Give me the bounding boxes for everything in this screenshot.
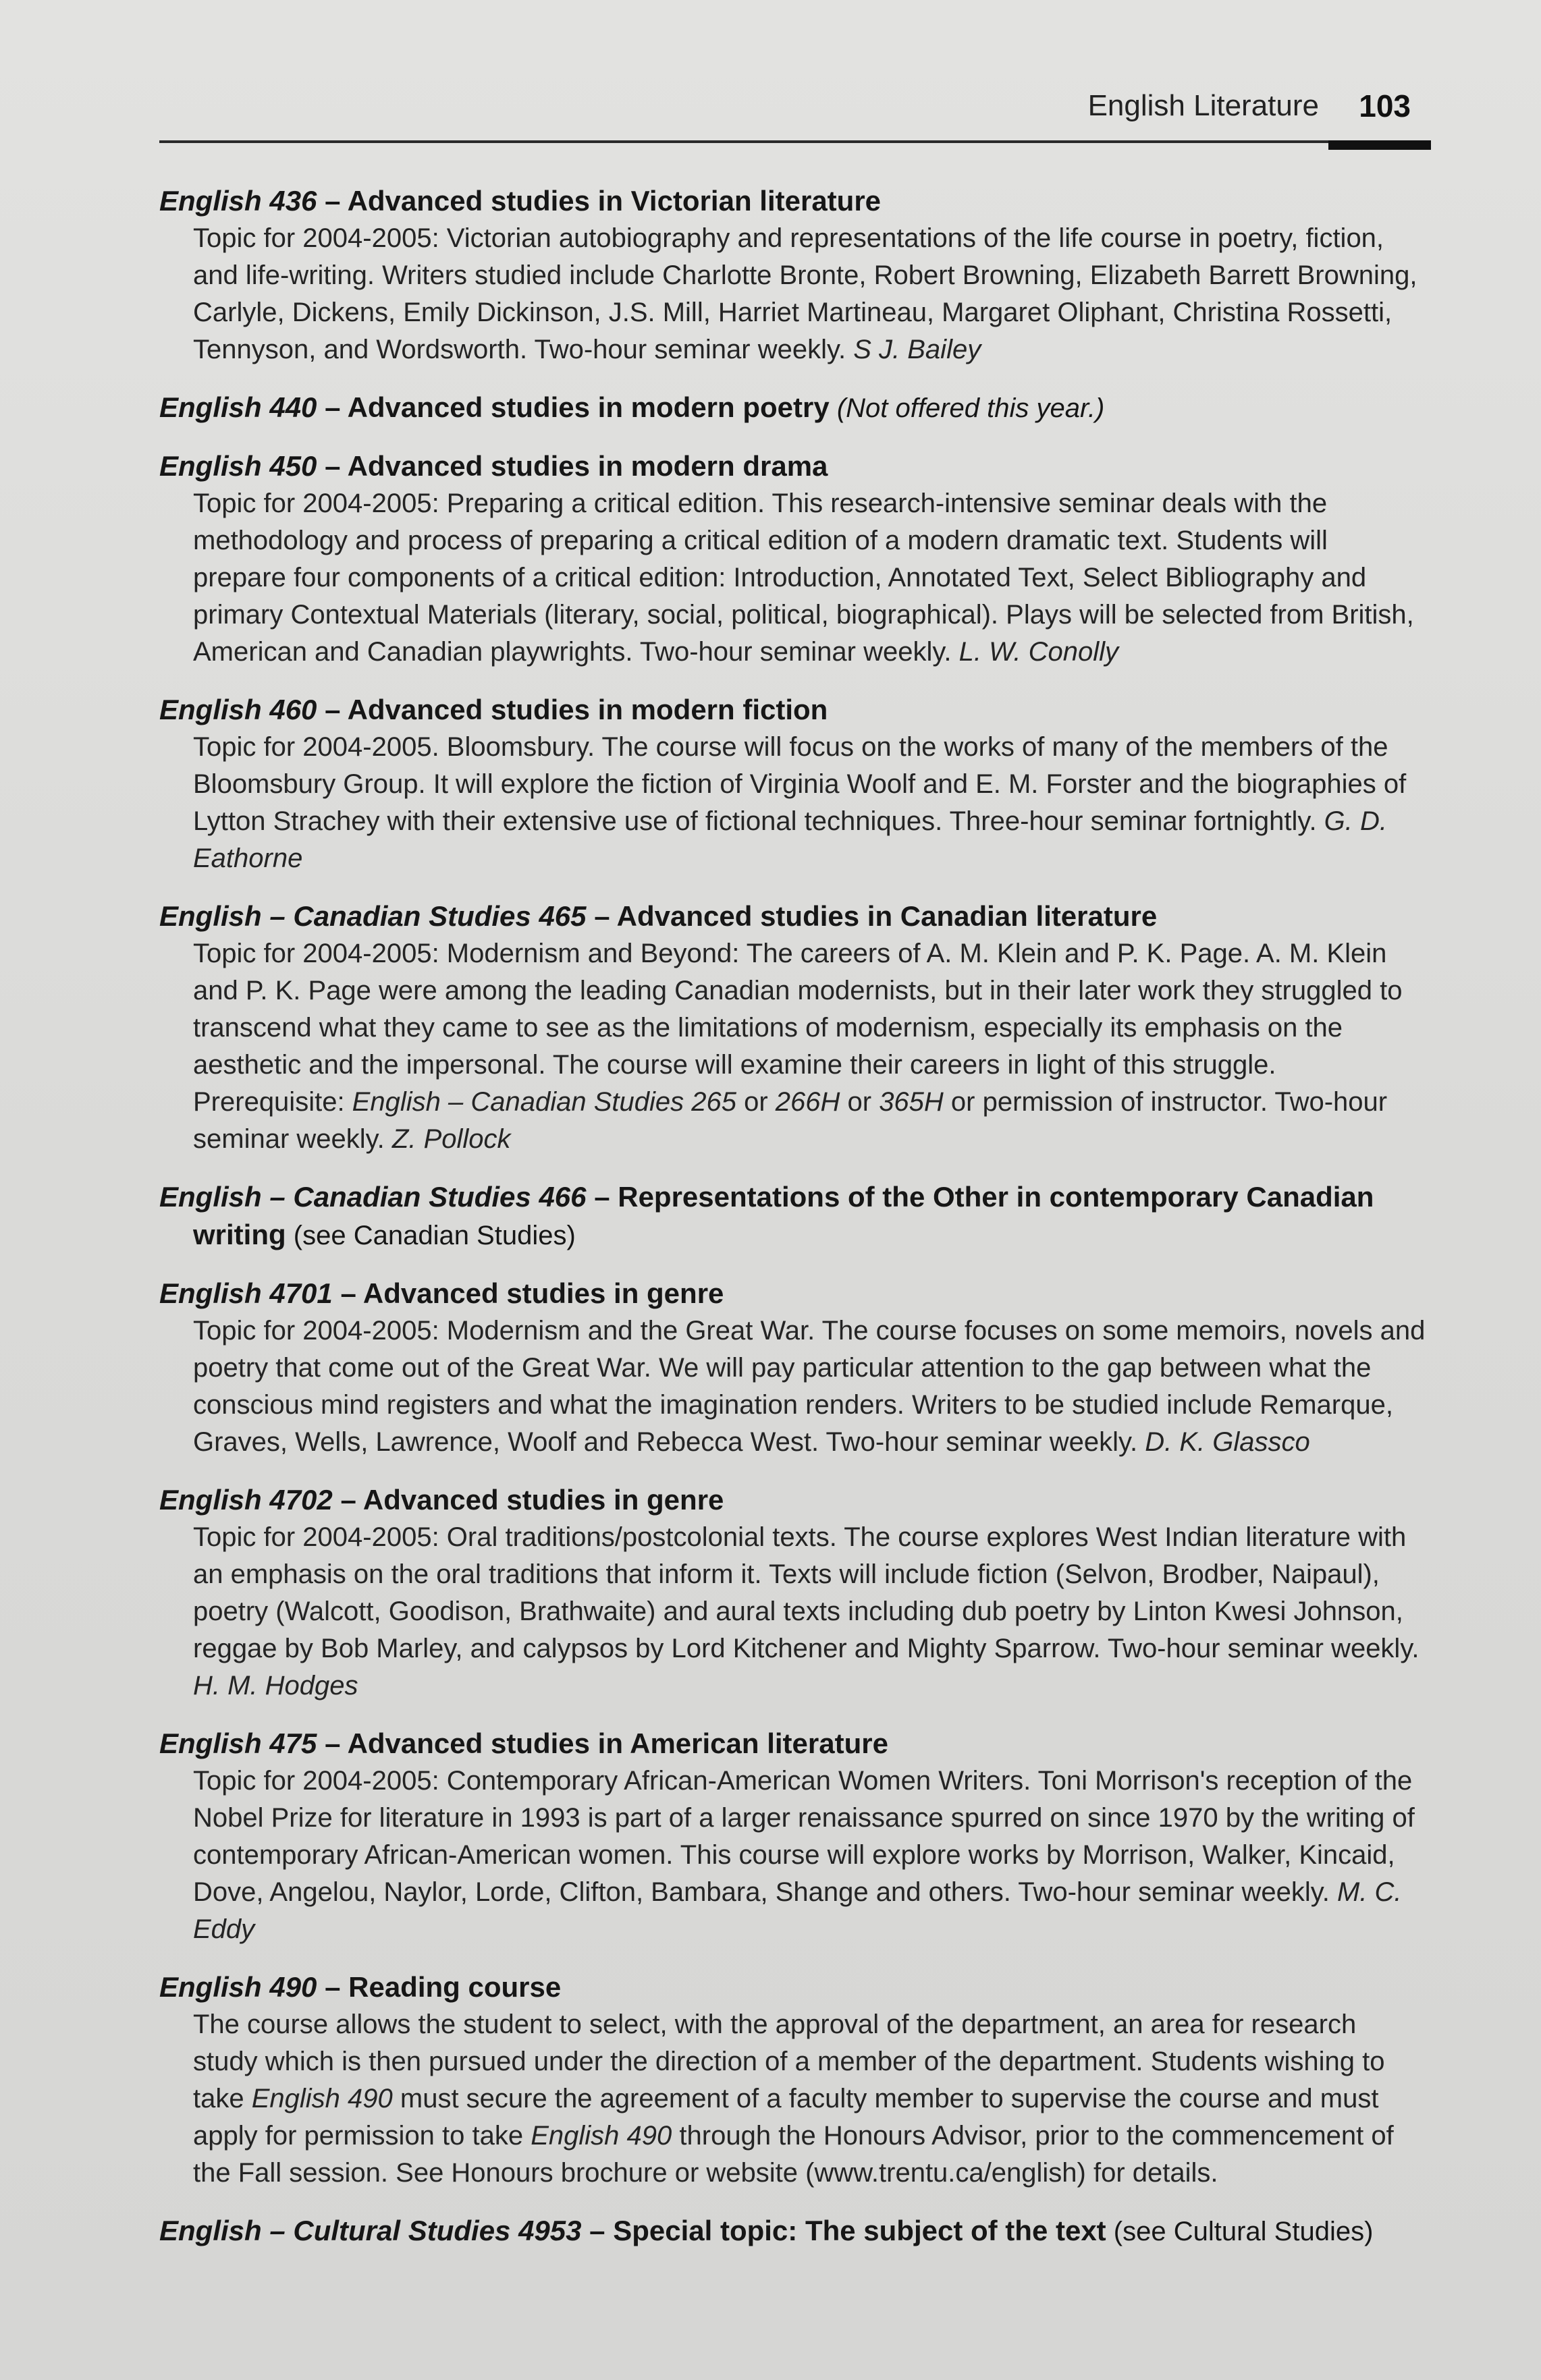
course-code: English 440 [159,391,317,423]
course-title [159,1178,1426,1254]
description-text: must secure the agreement of a faculty member to supervise the course and must apply for permission to take [193,2084,1379,2151]
course-description [159,935,1426,1158]
course-title [159,691,1426,729]
course-entry-465 [159,897,1426,1158]
prerequisite-course: 365H [879,1087,944,1117]
course-code: English 436 [159,185,317,217]
description-text: through the Honours Advisor, prior to the commencement of the Fall session. See Honours brochure or website (www.trentu.ca/english) for details. [193,2121,1394,2188]
description-text: Topic for 2004-2005: Victorian autobiography and representations of the life course in poetry, fiction, and life-writing. Writers studied include Charlotte Bronte, Robert Browning, Elizabeth Barrett Browning, Carlyle, Dickens, Emily Dickinson, J.S. Mill, Harriet Martineau, Margaret Oliphant, Christina Rossetti, Tennyson, and Wordsworth. Two-hour seminar weekly. [193,223,1417,364]
course-name-continued [159,1216,1426,1254]
course-description [159,485,1426,671]
title-dash: – [317,1971,349,2003]
title-dash: – [332,1277,363,1309]
cross-reference: (see Canadian Studies) [286,1221,576,1250]
course-description [159,2006,1426,2192]
instructor: G. D. Eathorne [193,806,1388,873]
description-text: Topic for 2004-2005: Modernism and the Great War. The course focuses on some memoirs, novels and poetry that come out of the Great War. We will pay particular attention to the gap between what the conscious mind registers and what the imagination renders. Writers to be studied include Remarque, Graves, Wells, Lawrence, Woolf and Rebecca West. Two-hour seminar weekly. [193,1316,1426,1457]
course-title [159,447,1426,485]
title-dash: – [586,900,617,932]
description-text: Topic for 2004-2005: Preparing a critical edition. This research-intensive seminar deals with the methodology and process of preparing a critical edition of a modern dramatic text. Students will prepare four components of a critical edition: Introduction, Annotated Text, Select Bibliography and primary Contextual Materials (literary, social, political, biographical). Plays will be selected from British, American and Canadian playwrights. Two-hour seminar weekly. [193,489,1414,667]
title-dash: – [317,185,348,217]
title-dash: – [317,694,348,725]
course-reference: English 490 [531,2121,672,2151]
prerequisite-course: 266H [775,1087,840,1117]
course-reference: English 490 [251,2084,393,2113]
course-title [159,1968,1426,2006]
course-description [159,1763,1426,1948]
course-description [159,220,1426,368]
description-text: or permission of instructor. Two-hour seminar weekly. [193,1087,1388,1154]
course-code: English – Cultural Studies 4953 [159,2215,582,2246]
description-text: Topic for 2004-2005: Oral traditions/postcolonial texts. The course explores West Indian literature with an emphasis on the oral traditions that inform it. Texts will include fiction (Selvon, Brodber, Naipaul), poetry (Walcott, Goodison, Brathwaite) and aural texts including dub poetry by Linton Kwesi Johnson, reggae by Bob Marley, and calypsos by Lord Kitchener and Mighty Sparrow. Two-hour seminar weekly. [193,1522,1420,1663]
course-code: English – Canadian Studies 466 [159,1181,587,1213]
header-rule [159,140,1431,143]
course-title [159,182,1426,220]
course-name: Special topic: The subject of the text [613,2215,1106,2246]
course-entry-440 [159,389,1426,427]
course-entry-475 [159,1725,1426,1948]
course-name: Advanced studies in modern drama [347,450,828,482]
title-dash: – [581,2215,614,2246]
course-description [159,729,1426,877]
course-entry-460 [159,691,1426,877]
course-entry-490 [159,1968,1426,2192]
course-entry-4953 [159,2212,1426,2250]
instructor: M. C. Eddy [193,1877,1402,1944]
instructor: S J. Bailey [853,335,981,364]
title-dash: – [586,1181,618,1213]
course-title [159,2212,1426,2250]
course-entry-466 [159,1178,1426,1254]
course-description [159,1312,1426,1461]
course-entry-450 [159,447,1426,671]
course-title [159,897,1426,935]
course-name: Advanced studies in genre [362,1484,724,1516]
course-code: English – Canadian Studies 465 [159,900,587,932]
course-entry-4701 [159,1275,1426,1461]
course-name: Advanced studies in Victorian literature [347,185,882,217]
cross-reference: (see Cultural Studies) [1106,2217,1374,2246]
course-title [159,1275,1426,1312]
course-name: Advanced studies in Canadian literature [616,900,1158,932]
instructor: Z. Pollock [391,1124,511,1154]
course-name: Advanced studies in modern poetry [347,391,830,423]
course-title [159,1725,1426,1763]
course-entry-436 [159,182,1426,368]
title-dash: – [317,1727,348,1759]
course-name-cont-text: writing [193,1219,286,1250]
instructor: L. W. Conolly [958,637,1118,667]
course-name: Advanced studies in modern fiction [347,694,828,725]
course-code: English 475 [159,1727,317,1759]
course-title [159,1481,1426,1519]
course-code: English 490 [159,1971,317,2003]
course-name: Reading course [348,1971,562,2003]
description-text: Topic for 2004-2005: Modernism and Beyond: The careers of A. M. Klein and P. K. Page. A. M. Klein and P. K. Page were among the leading Canadian modernists, but in their later work they struggled to transcend what they came to see as the limitations of modernism, especially its emphasis on the aesthetic and the impersonal. The course will examine their careers in light of this struggle. Prerequisite: [193,939,1403,1117]
page-header [159,85,1431,147]
header-tab-marker [1328,140,1431,150]
instructor: H. M. Hodges [193,1671,358,1700]
title-dash: – [317,450,348,482]
page-number: 103 [1359,88,1411,123]
title-dash: – [317,391,348,423]
description-text: Topic for 2004-2005: Contemporary African-American Women Writers. Toni Morrison's reception of the Nobel Prize for literature in 1993 is part of a larger renaissance spurred on since 1970 by the writing of contemporary African-American women. This course will explore works by Morrison, Walker, Kincaid, Dove, Angelou, Naylor, Lorde, Clifton, Bambara, Shange and others. Two-hour seminar weekly. [193,1766,1415,1907]
course-list [159,182,1426,2271]
course-code: English 460 [159,694,317,725]
course-note: (Not offered this year.) [829,393,1105,423]
course-title [159,389,1426,427]
course-name: Advanced studies in American literature [347,1727,888,1759]
course-code: English 4702 [159,1484,333,1516]
description-text: The course allows the student to select, with the approval of the department, an area for research study which is then pursued under the direction of a member of the department. Students wishing to take [193,2010,1385,2113]
course-code: English 450 [159,450,317,482]
course-entry-4702 [159,1481,1426,1705]
course-description [159,1519,1426,1705]
course-code: English 4701 [159,1277,333,1309]
prerequisite-course: English – Canadian Studies 265 [352,1087,736,1117]
description-text: or [840,1087,880,1117]
instructor: D. K. Glassco [1145,1427,1310,1457]
description-text: Topic for 2004-2005. Bloomsbury. The course will focus on the works of many of the members of the Bloomsbury Group. It will explore the fiction of Virginia Woolf and E. M. Forster and the biographies of Lytton Strachey with their extensive use of fictional techniques. Three-hour seminar fortnightly. [193,732,1407,836]
title-dash: – [332,1484,363,1516]
course-name: Advanced studies in genre [362,1277,724,1309]
running-head: English Literature [1087,89,1319,122]
description-text: or [736,1087,776,1117]
course-name: Representations of the Other in contemporary Canadian [618,1181,1374,1213]
